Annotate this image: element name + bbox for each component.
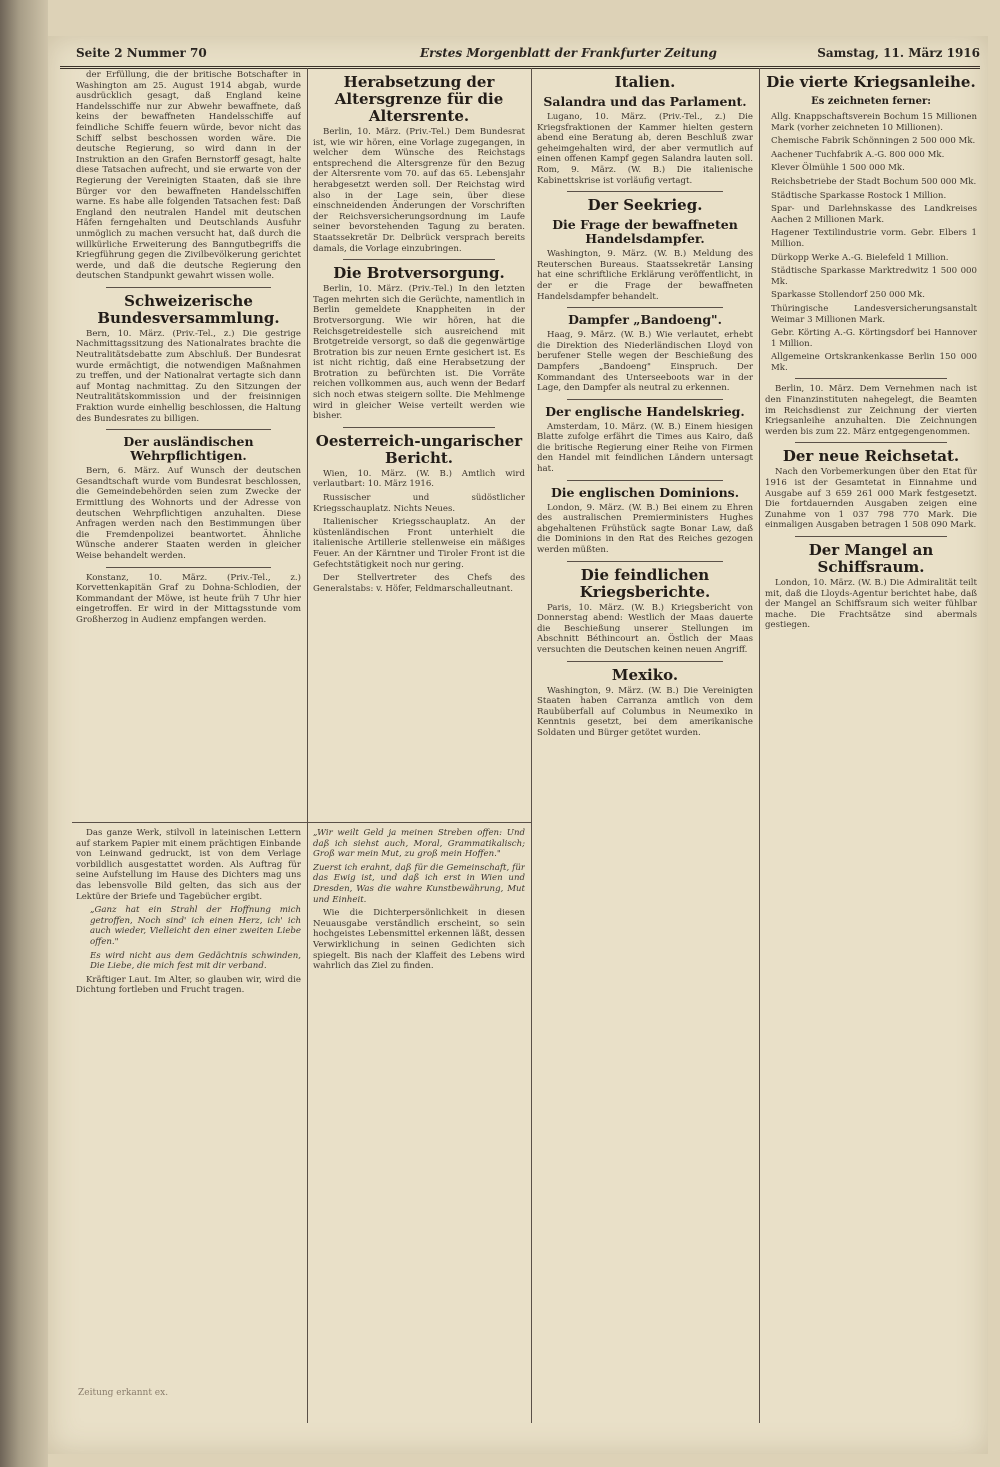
separator <box>567 191 723 192</box>
article-text: Lugano, 10. März. (Priv.-Tel., z.) Die Kriegsfraktionen der Kammer hielten gestern abend eine Beratung ab, deren Beschluß zwar geheimgehalten wird, der aber vermutlich auf einen offenen Kampf gegen Salandra lauten soll. Rom, 9. März. (W. B.) Die italienische Kabinettskrise ist vorläufig vertagt. <box>537 112 753 186</box>
article-text: der Erfüllung, die der britische Botschafter in Washington am 25. August 1914 abgab, wurde ausdrücklich gesagt, daß England keine Handelsschiffe nur zur Abwehr bewaffnete, daß keins der bewaffneten Handelsschiffe auf feindliche Schiffe feuern würde, bevor nicht das Schiff selbst beschossen worden wäre. Die deutsche Regierung, so wird dann in der Instruktion an den Grafen Bernstorff gesagt, halte diese Tatsachen aufrecht, und sie erwarte von der Regierung der Vereinigten Staaten, daß sie ihre Bürger vor den bewaffneten Handelsschiffen warne. Es habe alle folgenden Tatsachen fest: Daß England den neutralen Handel mit deutschen Häfen ferngehalten und Deutschlands Ausfuhr unmöglich zu machen versucht hat, daß durch die willkürliche Erweiterung des Banngutbegriffs die Kriegführung gegen die Zivilbevölkerung gerichtet werde, und daß die deutsche Regierung den deutschen Standpunkt gewahrt wissen wolle. <box>76 70 301 282</box>
article-text: Bern, 6. März. Auf Wunsch der deutschen Gesandtschaft wurde vom Bundesrat beschlossen, die Gemeindebehörden seien zum Zwecke der Ermittlung des Wohnorts und der Adresse von deutschen Wehrpflichtigen anzuhalten. Diese Anfragen werden nach den Bestimmungen über die Fremdenpolizei beantwortet. Ähnliche Wünsche anderer Staaten werden in gleicher Weise behandelt werden. <box>76 466 301 561</box>
separator <box>795 442 947 443</box>
separator <box>567 561 723 562</box>
column-2 <box>313 70 525 818</box>
poem: „Wir weilt Geld ja meinen Streben offen: Und daß ich siehst auch, Moral, Grammatikalisch; Groß war mein Mut, zu groß mein Hoffen." <box>313 828 525 860</box>
headline: Der englische Handelskrieg. <box>545 403 745 419</box>
article-text: Bern, 10. März. (Priv.-Tel., z.) Die gestrige Nachmittagssitzung des Nationalrates brachte die Neutralitätsdebatte zum Abschluß. Der Bundesrat wurde ermächtigt, die notwendigen Maßnahmen zu treffen, und der Nationalrat vertagte sich dann auf Montag nachmittag. Zu den Sitzungen der Neutralitätskommission und der freisinnigen Fraktion wurde einhellig beschlossen, die Haltung des Bundesrates zu billigen. <box>76 328 301 424</box>
headline: Die feindlichen Kriegsberichte. <box>579 565 711 601</box>
separator <box>567 480 723 481</box>
headline: Herabsetzung der Altersgrenze für die Altersrente. <box>334 73 504 125</box>
feuilleton-text: Wie die Dichterpersönlichkeit in diesen Neuausgabe verständlich erscheint, so sein hochgeistes Lebensmittel erkennen läßt, dessen Verwirklichung in seinen Gedichten sich spiegelt. Bis nach der Klaffeit des Lebens wird wahrlich das Ziel zu finden. <box>313 908 525 972</box>
poem: Zuerst ich erahnt, daß für die Gemeinschaft, für das Ewig ist, und daß ich erst in Wien und Dresden, Was die wahre Kunstbewährung, Mut und Einheit. <box>313 862 525 905</box>
separator <box>343 427 495 428</box>
separator <box>567 399 723 400</box>
separator <box>106 287 271 288</box>
article-text: Berlin, 10. März. (Priv.-Tel.) Dem Bundesrat ist, wie wir hören, eine Vorlage zugegangen, in welcher dem Wünsche des Reichstags entsprechend die Altersgrenze für den Bezug der Altersrente vom 70. auf das 65. Lebensjahr herabgesetzt werden soll. Der Reichstag wird also in der Lage sein, über diese einschneidenden Änderungen der Vorschriften der Reichsversicherungsordnung im Laufe seiner bevorstehenden Tagung zu beraten. Staatssekretär Dr. Delbrück versprach bereits damals, die Vorlage einzubringen. <box>313 127 525 254</box>
headline: Die Brotversorgung. <box>333 264 505 283</box>
subscription-item: Chemische Fabrik Schönningen 2 500 000 Mk. <box>771 136 976 147</box>
subscription-item: Klever Ölmühle 1 500 000 Mk. <box>771 163 905 174</box>
article-text: Italienischer Kriegsschauplatz. An der küstenländischen Front unterhielt die italienische Artillerie stellenweise ein mäßiges Feuer. An der Kärntner und Tiroler Front ist die Gefechtstätigkeit noch nur gering. <box>313 517 525 570</box>
page-header <box>60 42 980 69</box>
article-text: Russischer und südöstlicher Kriegsschauplatz. Nichts Neues. <box>313 493 525 514</box>
separator <box>567 307 723 308</box>
subscription-item: Hagener Textilindustrie vorm. Gebr. Elbers 1 Million. <box>771 228 977 249</box>
signature: Der Stellvertreter des Chefs des Generalstabs: v. Höfer, Feldmarschalleutnant. <box>313 573 525 594</box>
separator <box>106 567 271 568</box>
article-text: London, 9. März. (W. B.) Bei einem zu Ehren des australischen Premierministers Hughes abgehaltenen Frühstück sagte Bonar Law, daß die Dominions in den Rat des Reiches gezogen werden müßten. <box>537 502 753 556</box>
headline: Italien. <box>614 73 676 91</box>
article-text: Konstanz, 10. März. (Priv.-Tel., z.) Korvettenkapitän Graf zu Dohna-Schlodien, der Kommandant der Möwe, ist heute früh 7 Uhr hier eingetroffen. Er wird in der Mittagsstunde vom Großherzog in Audienz empfangen werden. <box>76 572 301 625</box>
article-text: Washington, 9. März. (W. B.) Meldung des Reuterschen Bureaus. Staatssekretär Lansing hat eine schriftliche Erklärung veröffentlicht, in der er die Frage der bewaffneten Handelsdampfer behandelt. <box>537 249 753 302</box>
article-text: London, 10. März. (W. B.) Die Admiralität teilt mit, daß die Lloyds-Agentur berichtet habe, daß der Mangel an Schiffsraum sich weiter fühlbar mache. Die Frachtsätze sind abermals gestiegen. <box>765 578 977 631</box>
headline: Mexiko. <box>611 665 679 684</box>
book-binding <box>0 0 48 1467</box>
article-text: Amsterdam, 10. März. (W. B.) Einem hiesigen Blatte zufolge erfährt die Times aus Kairo, daß die britische Regierung einer Reihe von Firmen den Handel mit feindlichen Ländern untersagt hat. <box>537 421 753 475</box>
headline: Der Mangel an Schiffsraum. <box>808 541 934 576</box>
pencil-note: Zeitung erkannt ex. <box>78 1388 169 1398</box>
article-text: Haag, 9. März. (W. B.) Wie verlautet, erhebt die Direktion des Niederländischen Lloyd von berufener Stelle wegen der Beschießung des Dampfers „Bandoeng" Einspruch. Der Kommandant des Unterseeboots war in der Lage, den Dampfer als neutral zu erkennen. <box>537 330 753 394</box>
feuilleton-right <box>313 828 525 1388</box>
article-text: Paris, 10. März. (W. B.) Kriegsbericht von Donnerstag abend: Westlich der Maas dauerte die Beschießung unserer Stellungen im Abschnitt Béthincourt an. Östlich der Maas versuchten die Deutschen keinen neuen Angriff. <box>537 602 753 655</box>
headline: Schweizerische Bundesversammlung. <box>97 291 280 327</box>
separator <box>567 661 723 662</box>
column-4 <box>765 70 977 1420</box>
separator <box>106 429 271 430</box>
subscription-item: Städtische Sparkasse Marktredwitz 1 500 000 Mk. <box>771 266 977 287</box>
headline: Der neue Reichsetat. <box>782 447 960 466</box>
feuilleton-text: Kräftiger Laut. Im Alter, so glauben wir, wird die Dichtung fortleben und Frucht tragen. <box>76 974 301 996</box>
subheadline: Salandra und das Parlament. <box>543 94 747 109</box>
article-text: Washington, 9. März. (W. B.) Die Vereinigten Staaten haben Carranza amtlich von dem Raubüberfall auf Columbus in Neumexiko in Kenntnis gesetzt, bei dem amerikanische Soldaten und Bürger getötet wurden. <box>537 685 753 738</box>
subscription-item: Städtische Sparkasse Rostock 1 Million. <box>771 190 947 201</box>
headline: Der Seekrieg. <box>587 196 703 215</box>
subscription-item: Allg. Knappschaftsverein Bochum 15 Millionen Mark (vorher zeichneten 10 Millionen). <box>771 112 977 133</box>
headline: Dampfer „Bandoeng". <box>568 312 722 328</box>
article-text: Berlin, 10. März. (Priv.-Tel.) In den letzten Tagen mehrten sich die Gerüchte, namentlich in Berlin gemeldete Knappheiten in der Brotversorgung. Wie wir hören, hat die Reichsgetreidestelle sich ausreichend mit Brotgetreide versorgt, so daß die gegenwärtige Brotration bis zur neuen Ernte gesichert ist. Es ist nicht richtig, daß eine Herabsetzung der Brotration zu befürchten ist. Die Vorräte reichen vollkommen aus, auch wenn der Bedarf sich noch etwas steigern sollte. Die Mehlmenge wird in gleicher Weise verteilt werden wie bisher. <box>313 284 525 422</box>
article-text: Wien, 10. März. (W. B.) Amtlich wird verlautbart: 10. März 1916. <box>313 468 525 490</box>
newspaper-title: Erstes Morgenblatt der Frankfurter Zeitung <box>420 46 717 60</box>
poem: „Ganz hat ein Strahl der Hoffnung mich getroffen, Noch sind' ich einen Herz, ich' ich auch wieder, Vielleicht den einer zweiten Liebe offen." <box>90 905 301 947</box>
subscription-item: Reichsbetriebe der Stadt Bochum 500 000 Mk. <box>771 176 977 187</box>
subscription-item: Spar- und Darlehnskasse des Landkreises Aachen 2 Millionen Mark. <box>771 204 977 225</box>
feuilleton-left <box>76 828 301 1388</box>
separator <box>795 536 947 537</box>
headline: Oesterreich-ungarischer Bericht. <box>315 431 523 467</box>
column-3 <box>537 70 753 1420</box>
page-number: Seite 2 Nummer 70 <box>76 46 207 60</box>
subscription-item: Thüringische Landesversicherungsanstalt Weimar 3 Millionen Mark. <box>771 303 977 325</box>
subheadline: Es zeichneten ferner: <box>811 96 931 107</box>
subscription-item: Gebr. Körting A.-G. Körtingsdorf bei Hannover 1 Million. <box>771 328 977 349</box>
feuilleton-text: Das ganze Werk, stilvoll in lateinischen Lettern auf starkem Papier mit einem prächtigen Einbande von Leinwand gedruckt, ist von dem Verlage vorbildlich ausgestattet worden. Als Auftrag für seine Aufstellung im Hause des Dichters mag uns das lebensvolle Bild gelten, das sich aus der Lektüre der Briefe und Tagebücher ergibt. <box>76 828 301 902</box>
column-rule <box>531 68 532 1423</box>
subscription-item: Sparkasse Stollendorf 250 000 Mk. <box>771 290 925 301</box>
subscription-item: Allgemeine Ortskrankenkasse Berlin 150 000 Mk. <box>771 352 977 373</box>
headline: Die englischen Dominions. <box>550 484 740 500</box>
separator <box>795 378 947 379</box>
subscription-list <box>765 112 977 373</box>
article-text: Berlin, 10. März. Dem Vernehmen nach ist den Finanzinstituten nahegelegt, die Beamten im Reichsdienst zur Zeichnung der vierten Kriegsanleihe anzuhalten. Die Zeichnungen werden bis zum 22. März entgegengenommen. <box>765 384 977 437</box>
subscription-item: Aachener Tuchfabrik A.-G. 800 000 Mk. <box>771 149 945 160</box>
column-rule <box>759 68 760 1423</box>
column-rule <box>307 68 308 1423</box>
subscription-item: Dürkopp Werke A.-G. Bielefeld 1 Million. <box>771 252 949 263</box>
column-1 <box>76 70 301 818</box>
subheadline: Die Frage der bewaffneten Handelsdampfer. <box>552 217 738 247</box>
separator <box>343 259 495 260</box>
feuilleton-rule <box>72 822 531 823</box>
issue-date: Samstag, 11. März 1916 <box>817 46 980 60</box>
headline: Die vierte Kriegsanleihe. <box>766 73 976 91</box>
article-text: Nach den Vorbemerkungen über den Etat für 1916 ist der Gesamtetat in Einnahme und Ausgabe auf 3 659 261 000 Mark festgesetzt. Die fortdauernden Ausgaben zeigen eine Zunahme von 1 037 798 770 Mark. Die einmaligen Ausgaben betragen 1 508 090 Mark. <box>765 467 977 531</box>
poem: Es wird nicht aus dem Gedächtnis schwinden, Die Liebe, die mich fest mit dir verband. <box>90 950 301 972</box>
headline: Der ausländischen Wehrpflichtigen. <box>123 434 254 464</box>
